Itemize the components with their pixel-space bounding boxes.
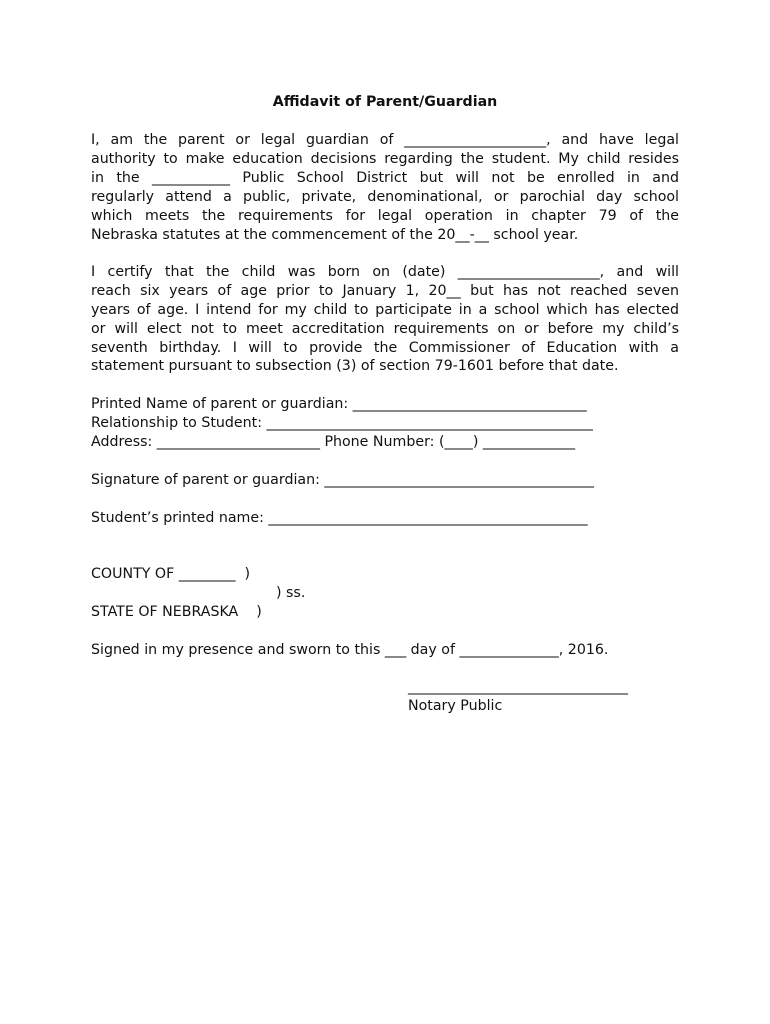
paragraph1-line2: authority to make education decisions regarding the student. My child resides <box>91 151 679 167</box>
paragraph2-line4: or will elect not to meet accreditation requirements on or before my child’s <box>91 321 679 337</box>
paragraph1-line6: Nebraska statutes at the commencement of the 20__-__ school year. <box>91 227 579 243</box>
paragraph2-line5: seventh birthday. I will to provide the Commissioner of Education with a <box>91 340 679 356</box>
paragraph1-line1: I, am the parent or legal guardian of ____________________, and have legal <box>91 132 679 148</box>
notary-label: Notary Public <box>408 698 503 714</box>
paragraph2-line2: reach six years of age prior to January 1, 20__ but has not reached seven <box>91 283 679 299</box>
student-name-field: Student’s printed name: _____________________________________________ <box>91 510 588 526</box>
paragraph1-line3: in the ___________ Public School District but will not be enrolled in and <box>91 170 679 186</box>
signature-field: Signature of parent or guardian: ______________________________________ <box>91 472 594 488</box>
paragraph2-line3: years of age. I intend for my child to participate in a school which has elected <box>91 302 679 318</box>
notary-signature-line: _______________________________ <box>408 679 628 695</box>
paragraph2-line6: statement pursuant to subsection (3) of section 79-1601 before that date. <box>91 358 619 374</box>
printed-name-field: Printed Name of parent or guardian: _________________________________ <box>91 396 587 412</box>
county-line: COUNTY OF ________ ) <box>91 566 251 582</box>
document-title: Affidavit of Parent/Guardian <box>272 94 498 110</box>
state-line: STATE OF NEBRASKA ) <box>91 604 262 620</box>
relationship-field: Relationship to Student: ______________________________________________ <box>91 415 593 431</box>
paragraph1-line4: regularly attend a public, private, denominational, or parochial day school <box>91 189 679 205</box>
paragraph1-line5: which meets the requirements for legal operation in chapter 79 of the <box>91 208 679 224</box>
paragraph2-line1: I certify that the child was born on (date) ____________________, and will <box>91 264 679 280</box>
sworn-statement: Signed in my presence and sworn to this ___ day of ______________, 2016. <box>91 642 609 658</box>
ss-line: ) ss. <box>276 585 306 601</box>
address-phone-field: Address: _______________________ Phone Number: (____) _____________ <box>91 434 576 450</box>
